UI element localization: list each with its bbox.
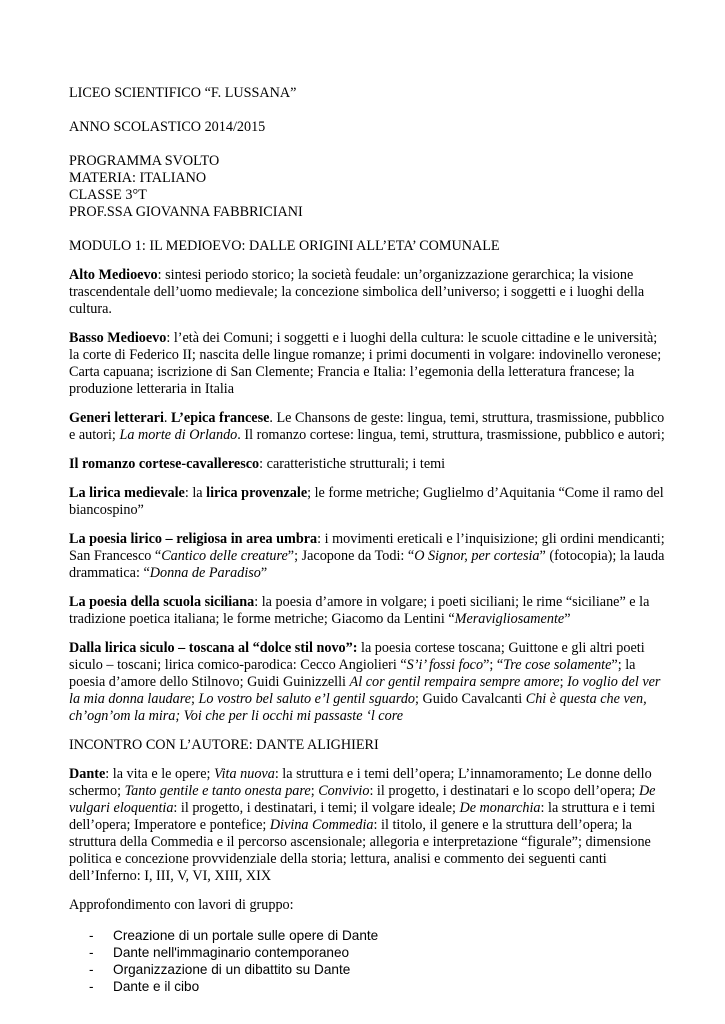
group-work-list bbox=[69, 927, 670, 995]
text-run: ; bbox=[310, 783, 319, 799]
work-title: La morte di Orlando bbox=[119, 427, 238, 443]
bold-term: L’epica francese bbox=[171, 410, 270, 426]
work-title: Tanto gentile e tanto onesta pare bbox=[124, 783, 311, 799]
subject-label: MATERIA: ITALIANO bbox=[69, 170, 207, 186]
work-title: De vulgari eloquentia bbox=[69, 783, 656, 816]
work-title: Lo vostro bel saluto e’l gentil sguardo bbox=[198, 691, 416, 707]
text-run: ; bbox=[191, 691, 199, 707]
programme-label: PROGRAMMA SVOLTO bbox=[69, 153, 220, 169]
school-name: LICEO SCIENTIFICO “F. LUSSANA” bbox=[69, 85, 297, 101]
class-label: CLASSE 3°T bbox=[69, 187, 147, 203]
text-run: la poesia cortese toscana; Guittone e gli altri poeti siculo – toscani; lirica comico-parodica: Cecco Angiolieri “ bbox=[69, 640, 645, 673]
paragraph-stil-novo bbox=[69, 640, 670, 725]
text-run: . Il romanzo cortese: lingua, temi, struttura, trasmissione, pubblico e autori; bbox=[237, 427, 665, 443]
bold-term: Il romanzo cortese-cavalleresco bbox=[69, 456, 260, 472]
module-title: MODULO 1: IL MEDIOEVO: DALLE ORIGINI ALL’ETA’ COMUNALE bbox=[69, 238, 500, 254]
text-run: : la struttura e i temi dell’opera; Imperatore e pontefice; bbox=[69, 800, 656, 833]
text-run: . bbox=[163, 410, 172, 426]
bold-term: Dante bbox=[69, 766, 106, 782]
paragraph-poesia-umbra bbox=[69, 531, 670, 582]
paragraph-lirica-medievale bbox=[69, 485, 670, 519]
text-run: : caratteristiche strutturali; i temi bbox=[259, 456, 446, 472]
work-title: Cantico delle creature bbox=[161, 548, 288, 564]
text-run: ; bbox=[559, 674, 568, 690]
work-title: Donna de Paradiso bbox=[149, 565, 261, 581]
bold-term: Basso Medioevo bbox=[69, 330, 167, 346]
text-run: ” bbox=[260, 565, 268, 581]
text-run: : il progetto, i destinatari, i temi; il volgare ideale; bbox=[173, 800, 460, 816]
teacher-label: PROF.SSA GIOVANNA FABBRICIANI bbox=[69, 204, 303, 220]
work-title: Io voglio del ver la mia donna laudare bbox=[69, 674, 661, 707]
work-title: Chi è questa che ven, ch’ogn’om la mira; Voi che per li occhi mi passaste ‘l core bbox=[69, 691, 647, 724]
work-title: Meravigliosamente bbox=[454, 611, 565, 627]
paragraph-basso-medioevo bbox=[69, 330, 670, 398]
list-item: - Creazione di un portale sulle opere di Dante bbox=[69, 927, 670, 944]
paragraph-dante bbox=[69, 766, 670, 885]
school-year: ANNO SCOLASTICO 2014/2015 bbox=[69, 119, 266, 135]
text-run: : la poesia d’amore in volgare; i poeti siciliani; le rime “siciliane” e la tradizione poetica italiana; le forme metriche; Giacomo da Lentini “ bbox=[69, 594, 650, 627]
text-run: : la struttura e i temi dell’opera; L’innamoramento; Le donne dello schermo; bbox=[69, 766, 652, 799]
paragraph-alto-medioevo bbox=[69, 267, 670, 318]
text-run: : la vita e le opere; bbox=[105, 766, 214, 782]
work-title: Tre cose solamente bbox=[503, 657, 612, 673]
bold-term: Dalla lirica siculo – toscana al “dolce stil novo”: bbox=[69, 640, 358, 656]
bold-term: lirica provenzale bbox=[206, 485, 308, 501]
text-run: : il progetto, i destinatari e lo scopo dell’opera; bbox=[369, 783, 639, 799]
paragraph-scuola-siciliana bbox=[69, 594, 670, 628]
text-run: : l’età dei Comuni; i soggetti e i luoghi della cultura: le scuole cittadine e le università; la corte di Federico II; nascita delle lingue romanze; i primi documenti in volgare: indovinello veronese; Carta capuana; iscrizione di San Clemente; Francia e Italia: l’egemonia della letteratura francese; la produzione letteraria in Italia bbox=[69, 330, 662, 397]
text-run: . Le Chansons de geste: lingua, temi, struttura, trasmissione, pubblico e autori; bbox=[69, 410, 665, 443]
paragraph-generi-letterari bbox=[69, 410, 670, 444]
list-item: - Dante nell'immaginario contemporaneo bbox=[69, 944, 670, 961]
work-title: S’i’ fossi foco bbox=[406, 657, 484, 673]
author-section-title: INCONTRO CON L’AUTORE: DANTE ALIGHIERI bbox=[69, 737, 379, 753]
work-title: Convivio bbox=[318, 783, 370, 799]
approfondimento-title: Approfondimento con lavori di gruppo: bbox=[69, 897, 294, 913]
work-title: Vita nuova bbox=[214, 766, 275, 782]
list-item: - Organizzazione di un dibattito su Dante bbox=[69, 961, 670, 978]
text-run: ”; la poesia d’amore dello Stilnovo; Guidi Guinizzelli bbox=[69, 657, 636, 690]
bold-term: La poesia della scuola siciliana bbox=[69, 594, 255, 610]
work-title: Divina Commedia bbox=[269, 817, 374, 833]
bold-term: Generi letterari bbox=[69, 410, 164, 426]
text-run: ” bbox=[564, 611, 571, 627]
paragraph-romanzo-cortese bbox=[69, 456, 670, 473]
work-title: O Signor, per cortesia bbox=[414, 548, 540, 564]
text-run: : sintesi periodo storico; la società feudale: un’organizzazione gerarchica; la visione trascendentale dell’uomo medievale; la concezione simbolica dell’universo; i soggetti e i luoghi della cultura. bbox=[69, 267, 645, 317]
work-title: De monarchia bbox=[459, 800, 541, 816]
bold-term: La poesia lirico – religiosa in area umbra bbox=[69, 531, 318, 547]
text-run: ; le forme metriche; Guglielmo d’Aquitania “Come il ramo del biancospino” bbox=[69, 485, 664, 518]
work-title: Al cor gentil rempaira sempre amore bbox=[349, 674, 560, 690]
text-run: ”; “ bbox=[483, 657, 504, 673]
text-run: ; Guido Cavalcanti bbox=[415, 691, 526, 707]
text-run: ” (fotocopia); la lauda drammatica: “ bbox=[69, 548, 665, 581]
text-run: : il titolo, il genere e la struttura dell’opera; la struttura della Commedia e il percorso ascensionale; allegoria e interpretazione “figurale”; dimensione politica e concezione provvidenziale della storia; lettura, analisi e commento dei seguenti canti dell’Inferno: I, III, V, VI, XIII, XIX bbox=[69, 817, 651, 884]
text-run: : i movimenti ereticali e l’inquisizione; gli ordini mendicanti; San Francesco “ bbox=[69, 531, 665, 564]
list-item: - Dante e il cibo bbox=[69, 978, 670, 995]
bold-term: Alto Medioevo bbox=[69, 267, 158, 283]
programme-info bbox=[69, 153, 670, 221]
bold-term: La lirica medievale bbox=[69, 485, 185, 501]
text-run: : la bbox=[184, 485, 207, 501]
text-run: ”; Jacopone da Todi: “ bbox=[287, 548, 415, 564]
